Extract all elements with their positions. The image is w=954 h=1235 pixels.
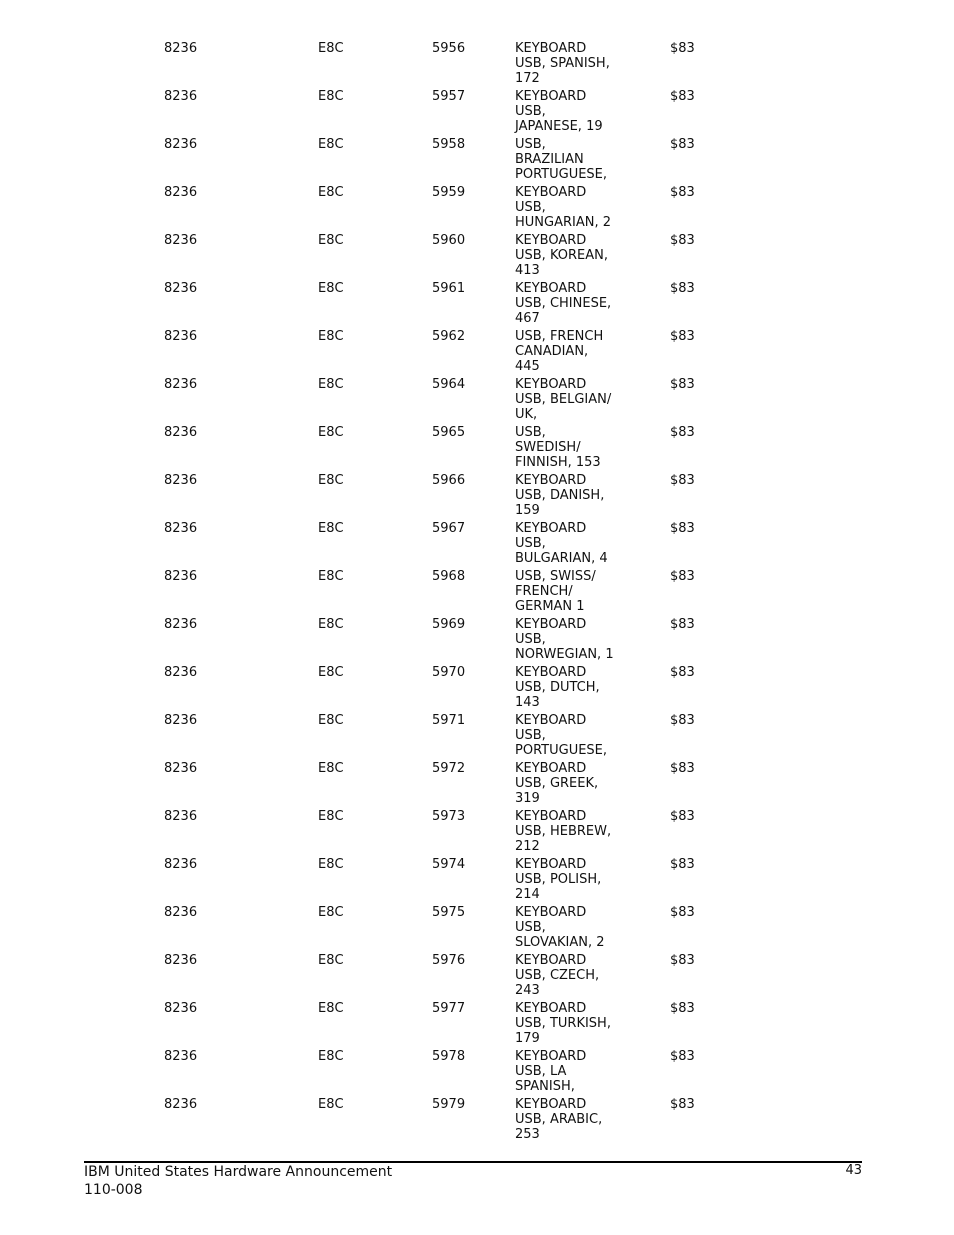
description-cell — [515, 953, 599, 998]
model-cell: E8C — [318, 185, 344, 200]
description-line: KEYBOARD — [515, 89, 587, 104]
description-cell — [515, 377, 611, 422]
machine-type-cell: 8236 — [164, 905, 198, 920]
description-line: UK, — [515, 407, 538, 422]
price-cell: $83 — [670, 1049, 695, 1064]
description-cell — [515, 233, 608, 278]
feature-number-cell: 5973 — [432, 809, 466, 824]
machine-type-cell: 8236 — [164, 569, 198, 584]
feature-number-cell: 5977 — [432, 1001, 466, 1016]
description-line: USB, GREEK, — [515, 776, 599, 791]
feature-number-cell: 5959 — [432, 185, 466, 200]
description-line: USB, KOREAN, — [515, 248, 608, 263]
table-row — [0, 1001, 954, 1049]
feature-number-cell: 5964 — [432, 377, 466, 392]
feature-number-cell: 5957 — [432, 89, 466, 104]
table-row — [0, 1049, 954, 1097]
model-cell: E8C — [318, 281, 344, 296]
feature-number-cell: 5978 — [432, 1049, 466, 1064]
page-footer — [84, 1161, 862, 1198]
description-cell — [515, 857, 601, 902]
price-cell: $83 — [670, 1097, 695, 1112]
machine-type-cell: 8236 — [164, 713, 198, 728]
description-line: USB, — [515, 920, 546, 935]
page-number: 43 — [845, 1163, 862, 1178]
machine-type-cell: 8236 — [164, 1049, 198, 1064]
description-line: KEYBOARD — [515, 41, 587, 56]
table-row — [0, 281, 954, 329]
feature-number-cell: 5976 — [432, 953, 466, 968]
description-line: USB, — [515, 728, 546, 743]
model-cell: E8C — [318, 137, 344, 152]
feature-number-cell: 5970 — [432, 665, 466, 680]
feature-number-cell: 5967 — [432, 521, 466, 536]
description-line: 159 — [515, 503, 540, 518]
feature-number-cell: 5962 — [432, 329, 466, 344]
description-cell — [515, 521, 608, 566]
model-cell: E8C — [318, 377, 344, 392]
description-line: KEYBOARD — [515, 377, 587, 392]
table-row — [0, 41, 954, 89]
model-cell: E8C — [318, 425, 344, 440]
description-cell — [515, 137, 607, 182]
description-line: USB, CHINESE, — [515, 296, 612, 311]
model-cell: E8C — [318, 665, 344, 680]
price-cell: $83 — [670, 233, 695, 248]
machine-type-cell: 8236 — [164, 761, 198, 776]
description-line: PORTUGUESE, — [515, 167, 608, 182]
table-row — [0, 665, 954, 713]
description-line: 467 — [515, 311, 540, 326]
price-cell: $83 — [670, 665, 695, 680]
description-cell — [515, 281, 611, 326]
table-row — [0, 89, 954, 137]
description-line: KEYBOARD — [515, 233, 587, 248]
description-cell — [515, 617, 614, 662]
description-line: USB, SWISS/ — [515, 569, 596, 584]
model-cell: E8C — [318, 905, 344, 920]
table-row — [0, 809, 954, 857]
description-line: HUNGARIAN, 2 — [515, 215, 612, 230]
description-line: GERMAN 1 — [515, 599, 585, 614]
model-cell: E8C — [318, 473, 344, 488]
description-cell — [515, 665, 600, 710]
announcement-number: 110-008 — [84, 1182, 143, 1198]
description-cell — [515, 41, 610, 86]
price-cell: $83 — [670, 617, 695, 632]
model-cell: E8C — [318, 569, 344, 584]
model-cell: E8C — [318, 89, 344, 104]
description-line: KEYBOARD — [515, 713, 587, 728]
description-line: USB, LA — [515, 1064, 567, 1079]
price-cell: $83 — [670, 137, 695, 152]
description-line: USB, BELGIAN/ — [515, 392, 612, 407]
description-cell — [515, 809, 611, 854]
model-cell: E8C — [318, 761, 344, 776]
machine-type-cell: 8236 — [164, 473, 198, 488]
machine-type-cell: 8236 — [164, 617, 198, 632]
description-cell — [515, 1049, 586, 1094]
description-line: BULGARIAN, 4 — [515, 551, 608, 566]
description-line: KEYBOARD — [515, 953, 587, 968]
table-row — [0, 521, 954, 569]
description-line: USB, TURKISH, — [515, 1016, 611, 1031]
feature-price-table — [0, 41, 954, 1145]
price-cell: $83 — [670, 521, 695, 536]
machine-type-cell: 8236 — [164, 665, 198, 680]
description-cell — [515, 1097, 602, 1142]
table-row — [0, 1097, 954, 1145]
model-cell: E8C — [318, 857, 344, 872]
description-line: KEYBOARD — [515, 809, 587, 824]
table-row — [0, 473, 954, 521]
description-line: SPANISH, — [515, 1079, 575, 1094]
machine-type-cell: 8236 — [164, 425, 198, 440]
machine-type-cell: 8236 — [164, 857, 198, 872]
machine-type-cell: 8236 — [164, 329, 198, 344]
description-line: USB, ARABIC, — [515, 1112, 603, 1127]
description-cell — [515, 569, 596, 614]
price-cell: $83 — [670, 905, 695, 920]
description-line: USB, HEBREW, — [515, 824, 612, 839]
table-row — [0, 761, 954, 809]
description-cell — [515, 713, 607, 758]
description-line: KEYBOARD — [515, 857, 587, 872]
description-line: KEYBOARD — [515, 521, 587, 536]
description-line: NORWEGIAN, 1 — [515, 647, 614, 662]
description-cell — [515, 905, 605, 950]
table-row — [0, 137, 954, 185]
price-cell: $83 — [670, 1001, 695, 1016]
machine-type-cell: 8236 — [164, 377, 198, 392]
description-line: KEYBOARD — [515, 617, 587, 632]
description-line: FINNISH, 153 — [515, 455, 601, 470]
feature-number-cell: 5956 — [432, 41, 466, 56]
price-cell: $83 — [670, 761, 695, 776]
model-cell: E8C — [318, 329, 344, 344]
table-row — [0, 713, 954, 761]
description-line: USB, — [515, 632, 546, 647]
model-cell: E8C — [318, 1001, 344, 1016]
price-cell: $83 — [670, 425, 695, 440]
table-row — [0, 329, 954, 377]
description-cell — [515, 89, 603, 134]
machine-type-cell: 8236 — [164, 137, 198, 152]
description-line: 212 — [515, 839, 540, 854]
description-line: USB, DUTCH, — [515, 680, 600, 695]
description-line: 143 — [515, 695, 540, 710]
description-line: 413 — [515, 263, 540, 278]
description-line: USB, — [515, 137, 546, 152]
description-line: KEYBOARD — [515, 761, 587, 776]
machine-type-cell: 8236 — [164, 281, 198, 296]
table-row — [0, 905, 954, 953]
description-line: KEYBOARD — [515, 473, 587, 488]
feature-number-cell: 5979 — [432, 1097, 466, 1112]
description-line: KEYBOARD — [515, 185, 587, 200]
table-row — [0, 953, 954, 1001]
machine-type-cell: 8236 — [164, 233, 198, 248]
description-line: KEYBOARD — [515, 1049, 587, 1064]
table-row — [0, 617, 954, 665]
description-line: CANADIAN, — [515, 344, 589, 359]
price-cell: $83 — [670, 281, 695, 296]
price-cell: $83 — [670, 953, 695, 968]
feature-number-cell: 5965 — [432, 425, 466, 440]
model-cell: E8C — [318, 617, 344, 632]
price-cell: $83 — [670, 857, 695, 872]
description-cell — [515, 185, 611, 230]
machine-type-cell: 8236 — [164, 41, 198, 56]
price-cell: $83 — [670, 377, 695, 392]
description-line: SWEDISH/ — [515, 440, 581, 455]
machine-type-cell: 8236 — [164, 521, 198, 536]
table-row — [0, 233, 954, 281]
description-line: SLOVAKIAN, 2 — [515, 935, 605, 950]
model-cell: E8C — [318, 809, 344, 824]
feature-number-cell: 5975 — [432, 905, 466, 920]
description-line: 243 — [515, 983, 540, 998]
announcement-title-line1: IBM United States Hardware Announcement — [84, 1164, 393, 1180]
description-line: USB, — [515, 104, 546, 119]
description-line: JAPANESE, 19 — [515, 119, 603, 134]
description-cell — [515, 761, 598, 806]
description-line: KEYBOARD — [515, 281, 587, 296]
model-cell: E8C — [318, 1097, 344, 1112]
price-cell: $83 — [670, 809, 695, 824]
description-line: FRENCH/ — [515, 584, 573, 599]
description-line: 172 — [515, 71, 540, 86]
price-cell: $83 — [670, 329, 695, 344]
machine-type-cell: 8236 — [164, 89, 198, 104]
description-line: USB, — [515, 425, 546, 440]
model-cell: E8C — [318, 713, 344, 728]
machine-type-cell: 8236 — [164, 953, 198, 968]
description-line: USB, CZECH, — [515, 968, 600, 983]
description-line: 179 — [515, 1031, 540, 1046]
description-line: KEYBOARD — [515, 1097, 587, 1112]
description-cell — [515, 473, 604, 518]
description-line: 319 — [515, 791, 540, 806]
description-line: USB, — [515, 536, 546, 551]
description-line: USB, POLISH, — [515, 872, 602, 887]
description-line: 253 — [515, 1127, 540, 1142]
feature-number-cell: 5974 — [432, 857, 466, 872]
table-row — [0, 377, 954, 425]
feature-number-cell: 5966 — [432, 473, 466, 488]
price-cell: $83 — [670, 185, 695, 200]
price-cell: $83 — [670, 89, 695, 104]
model-cell: E8C — [318, 1049, 344, 1064]
description-line: USB, FRENCH — [515, 329, 604, 344]
model-cell: E8C — [318, 953, 344, 968]
table-row — [0, 185, 954, 233]
description-line: KEYBOARD — [515, 665, 587, 680]
machine-type-cell: 8236 — [164, 809, 198, 824]
description-line: KEYBOARD — [515, 905, 587, 920]
announcement-title — [84, 1163, 392, 1199]
machine-type-cell: 8236 — [164, 1097, 198, 1112]
price-cell: $83 — [670, 569, 695, 584]
feature-number-cell: 5971 — [432, 713, 466, 728]
machine-type-cell: 8236 — [164, 1001, 198, 1016]
description-line: BRAZILIAN — [515, 152, 584, 167]
description-cell — [515, 1001, 611, 1046]
price-cell: $83 — [670, 713, 695, 728]
description-cell — [515, 425, 601, 470]
model-cell: E8C — [318, 521, 344, 536]
description-line: USB, SPANISH, — [515, 56, 610, 71]
table-row — [0, 425, 954, 473]
price-cell: $83 — [670, 473, 695, 488]
description-cell — [515, 329, 603, 374]
table-row — [0, 857, 954, 905]
model-cell: E8C — [318, 41, 344, 56]
description-line: 214 — [515, 887, 540, 902]
model-cell: E8C — [318, 233, 344, 248]
feature-number-cell: 5960 — [432, 233, 466, 248]
feature-number-cell: 5969 — [432, 617, 466, 632]
machine-type-cell: 8236 — [164, 185, 198, 200]
description-line: USB, — [515, 200, 546, 215]
table-row — [0, 569, 954, 617]
description-line: 445 — [515, 359, 540, 374]
feature-number-cell: 5972 — [432, 761, 466, 776]
description-line: PORTUGUESE, — [515, 743, 608, 758]
price-cell: $83 — [670, 41, 695, 56]
feature-number-cell: 5968 — [432, 569, 466, 584]
feature-number-cell: 5958 — [432, 137, 466, 152]
description-line: USB, DANISH, — [515, 488, 605, 503]
description-line: KEYBOARD — [515, 1001, 587, 1016]
feature-number-cell: 5961 — [432, 281, 466, 296]
